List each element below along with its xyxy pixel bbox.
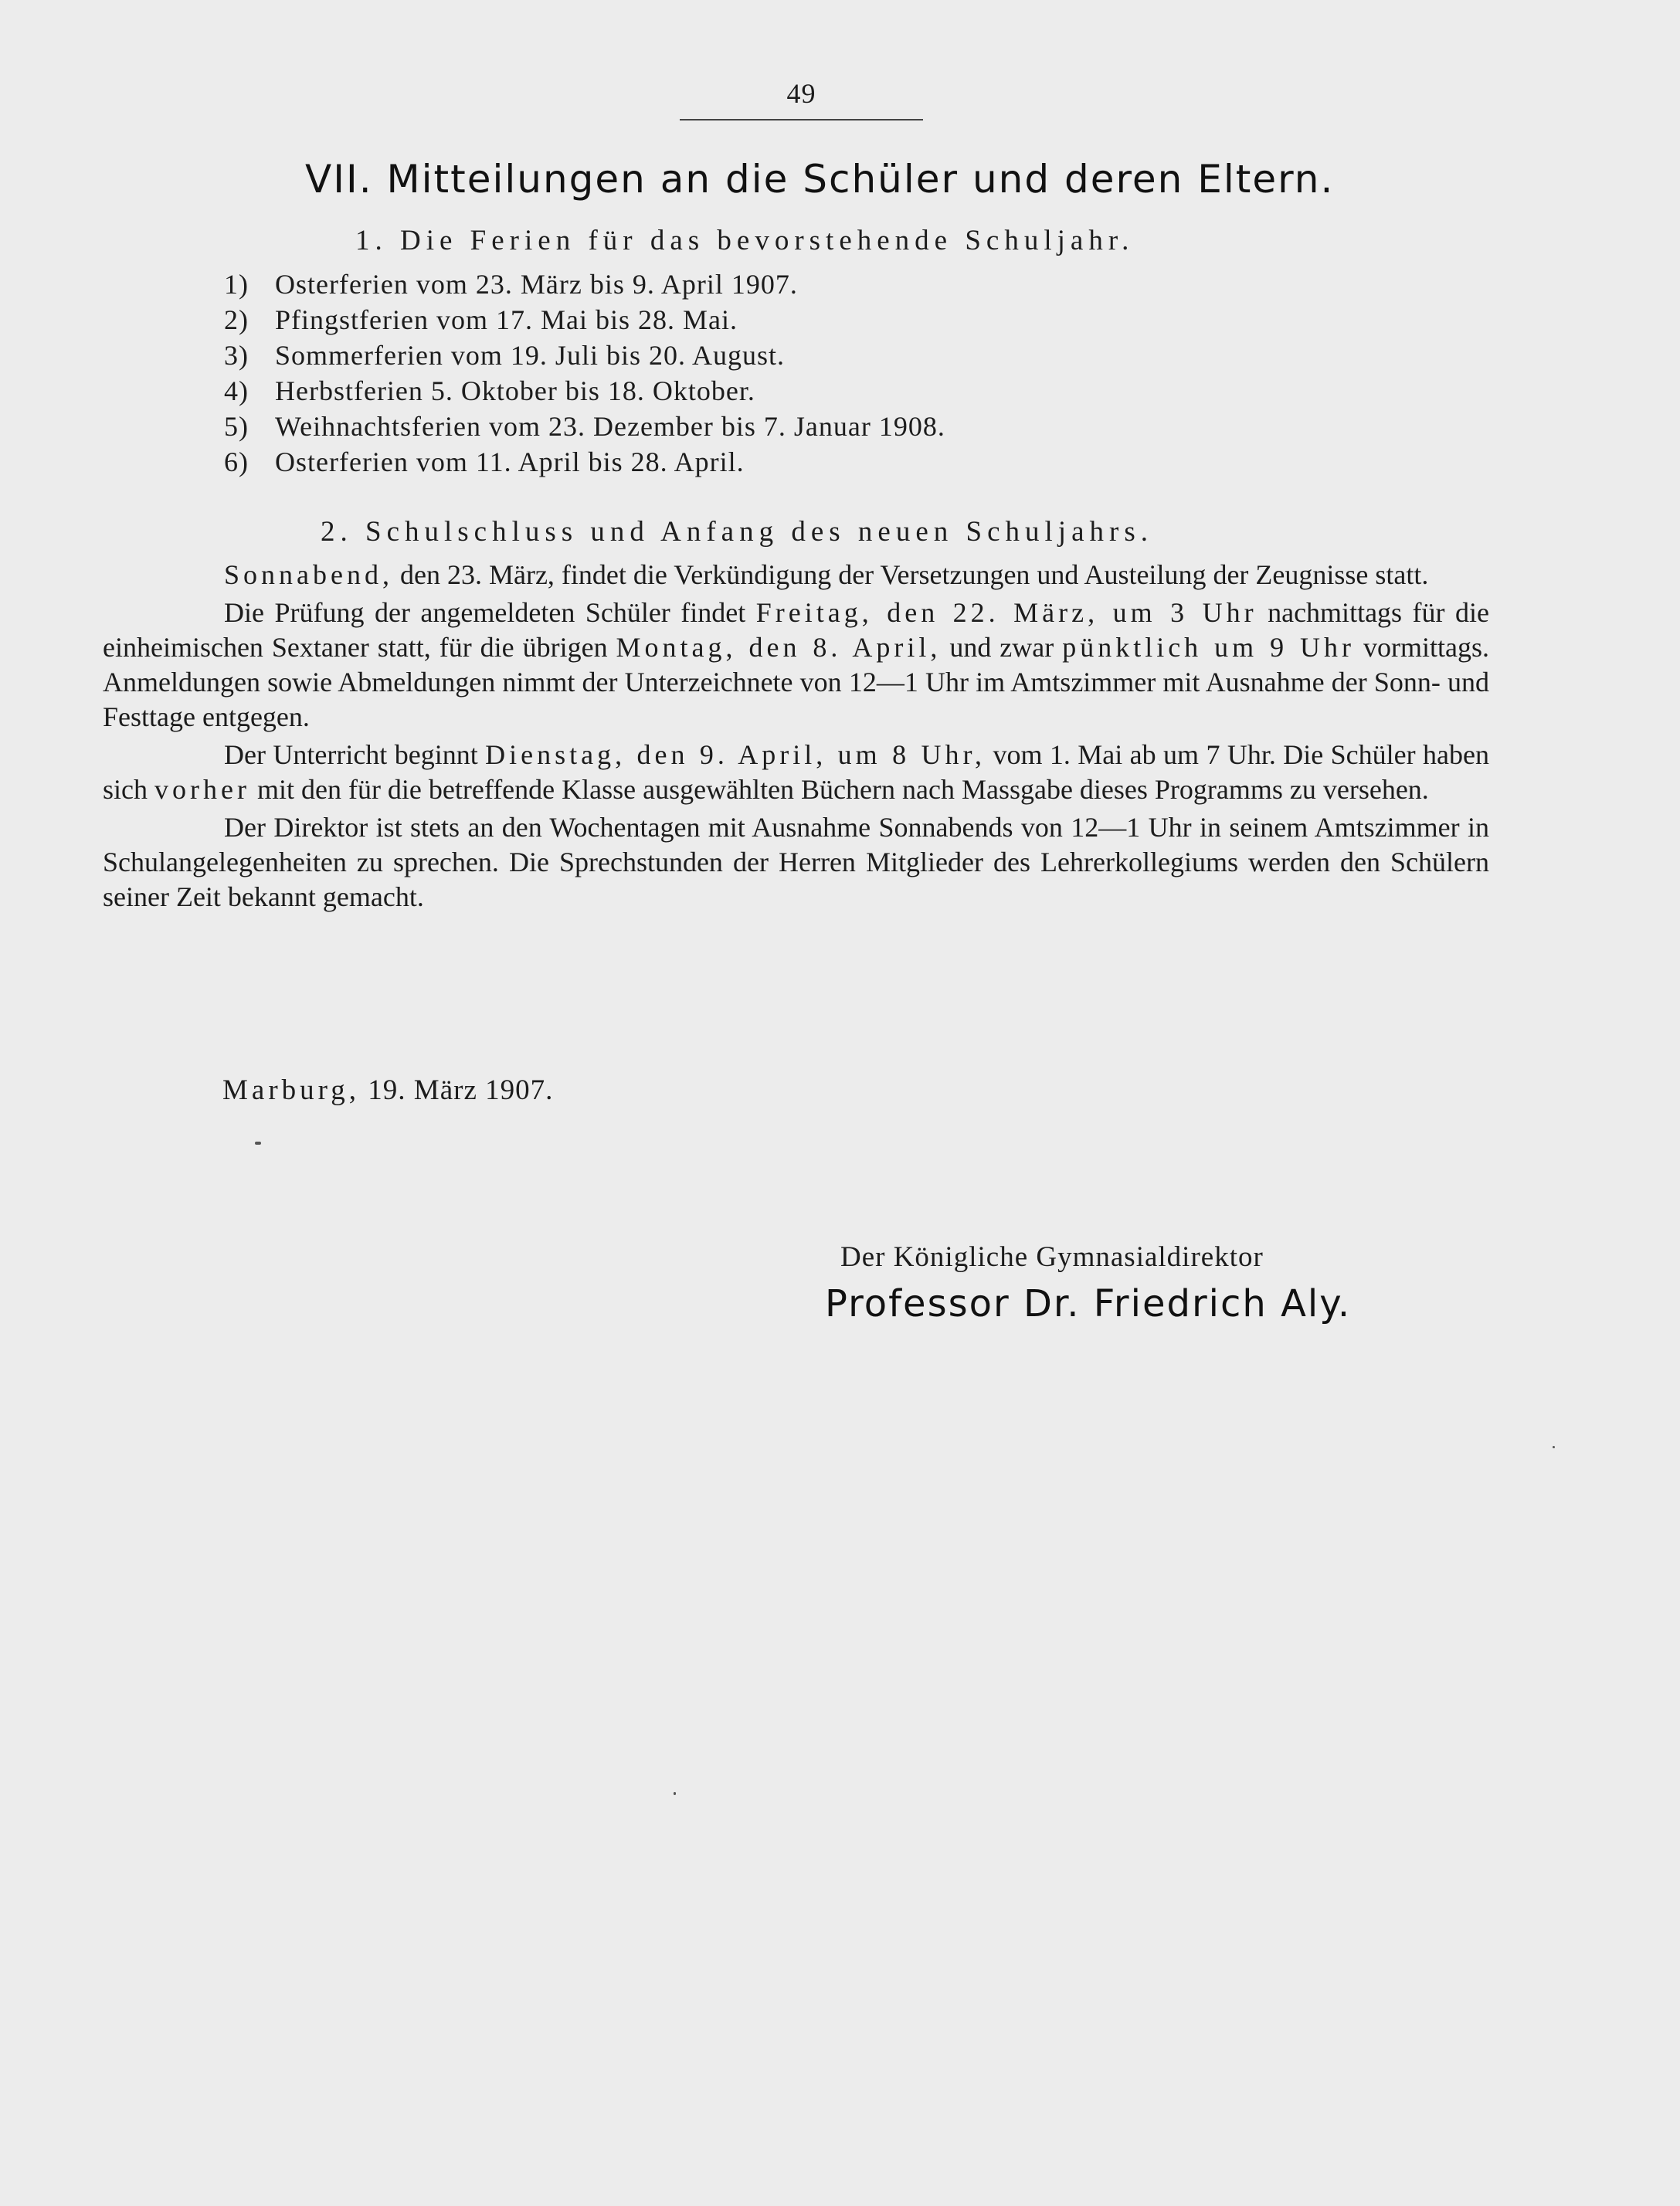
paragraph-closing-day <box>103 558 1489 592</box>
list-item <box>224 373 945 409</box>
item-text: Pfingstferien vom 17. Mai bis 28. Mai. <box>275 304 738 335</box>
paragraph-text: Die Prüfung der angemeldeten Schüler findet <box>224 597 756 628</box>
subheading-holidays <box>355 224 1134 257</box>
subheading-title: Schulschluss und Anfang des neuen Schuljahrs. <box>365 516 1153 548</box>
emphasis-text: Dienstag, den 9. April, um 8 Uhr, <box>485 739 986 770</box>
subheading-title: Die Ferien für das bevorstehende Schuljahr. <box>400 225 1135 256</box>
section-heading: VII. Mitteilungen an die Schüler und deren Eltern. <box>305 157 1335 202</box>
item-number: 1) <box>224 269 249 300</box>
emphasis-text: Montag, den 8. April, <box>616 632 942 663</box>
item-text: Sommerferien vom 19. Juli bis 20. August. <box>275 340 785 371</box>
item-number: 5) <box>224 411 249 442</box>
item-number: 2) <box>224 304 249 335</box>
ink-speck <box>674 1792 676 1795</box>
date: 19. März 1907. <box>360 1074 554 1106</box>
subheading-school-year <box>321 515 1153 548</box>
paragraph-director: Der Direktor ist stets an den Wochentagen mit Ausnahme Sonnabends von 12—1 Uhr in seinem Amtszimmer in Schulangelegenheiten zu sprechen. Die Sprechstunden der Herren Mitglieder des Lehrerkollegiums werden den Schülern seiner Zeit bekannt gemacht. <box>103 812 1489 912</box>
emphasis-text: pünktlich um 9 Uhr <box>1062 632 1356 663</box>
place-date <box>222 1074 553 1107</box>
place: Marburg, <box>222 1074 361 1106</box>
paragraph-exam <box>103 596 1489 735</box>
list-item <box>224 302 945 338</box>
paragraph-text: vom 1. Mai ab um 7 Uhr. Die Schüler haben sich <box>103 739 1489 805</box>
list-item <box>224 444 945 480</box>
subheading-number: 2. <box>321 516 353 548</box>
paragraph-text: mit den für die betreffende Klasse ausgewählten Büchern nach Massgabe dieses Programms zu versehen. <box>249 774 1429 805</box>
paragraph-text: nachmittags für die einheimischen Sextaner statt, für die übrigen <box>103 597 1489 663</box>
paragraph-text: Der Unterricht beginnt <box>224 739 486 770</box>
paragraph-text: den 23. März, findet die Verkündigung der Versetzungen und Austeilung der Zeugnisse statt. <box>392 559 1429 590</box>
ink-speck <box>255 1142 261 1145</box>
paragraph-text: vormittags. Anmeldungen sowie Abmeldungen nimmt der Unterzeichnete von 12—1 Uhr im Amtszimmer mit Ausnahme der Sonn- und Festtage entgegen. <box>103 632 1489 732</box>
emphasis-text: Freitag, den 22. März, um 3 Uhr <box>755 597 1257 628</box>
signature-name: Professor Dr. Friedrich Aly. <box>825 1282 1352 1325</box>
subheading-number: 1. <box>355 225 388 256</box>
item-text: Weihnachtsferien vom 23. Dezember bis 7. Januar 1908. <box>275 411 945 442</box>
item-text: Osterferien vom 23. März bis 9. April 1907. <box>275 269 798 300</box>
emphasis-text: vorher <box>154 774 250 805</box>
page-number: 49 <box>786 78 816 109</box>
list-item <box>224 409 945 444</box>
ink-speck <box>1553 1446 1555 1448</box>
paragraph-text: und zwar <box>941 632 1063 663</box>
item-text: Osterferien vom 11. April bis 28. April. <box>275 446 745 477</box>
emphasis-text: Sonnabend, <box>224 559 393 590</box>
page-number-rule <box>680 119 923 120</box>
list-item <box>224 338 945 373</box>
item-number: 3) <box>224 340 249 371</box>
item-text: Herbstferien 5. Oktober bis 18. Oktober. <box>275 375 755 406</box>
item-number: 6) <box>224 446 249 477</box>
holiday-list <box>224 266 945 480</box>
list-item <box>224 266 945 302</box>
paragraph-lessons <box>103 738 1489 807</box>
signature-title: Der Königliche Gymnasialdirektor <box>840 1241 1264 1273</box>
body-text <box>103 558 1489 918</box>
item-number: 4) <box>224 375 249 406</box>
